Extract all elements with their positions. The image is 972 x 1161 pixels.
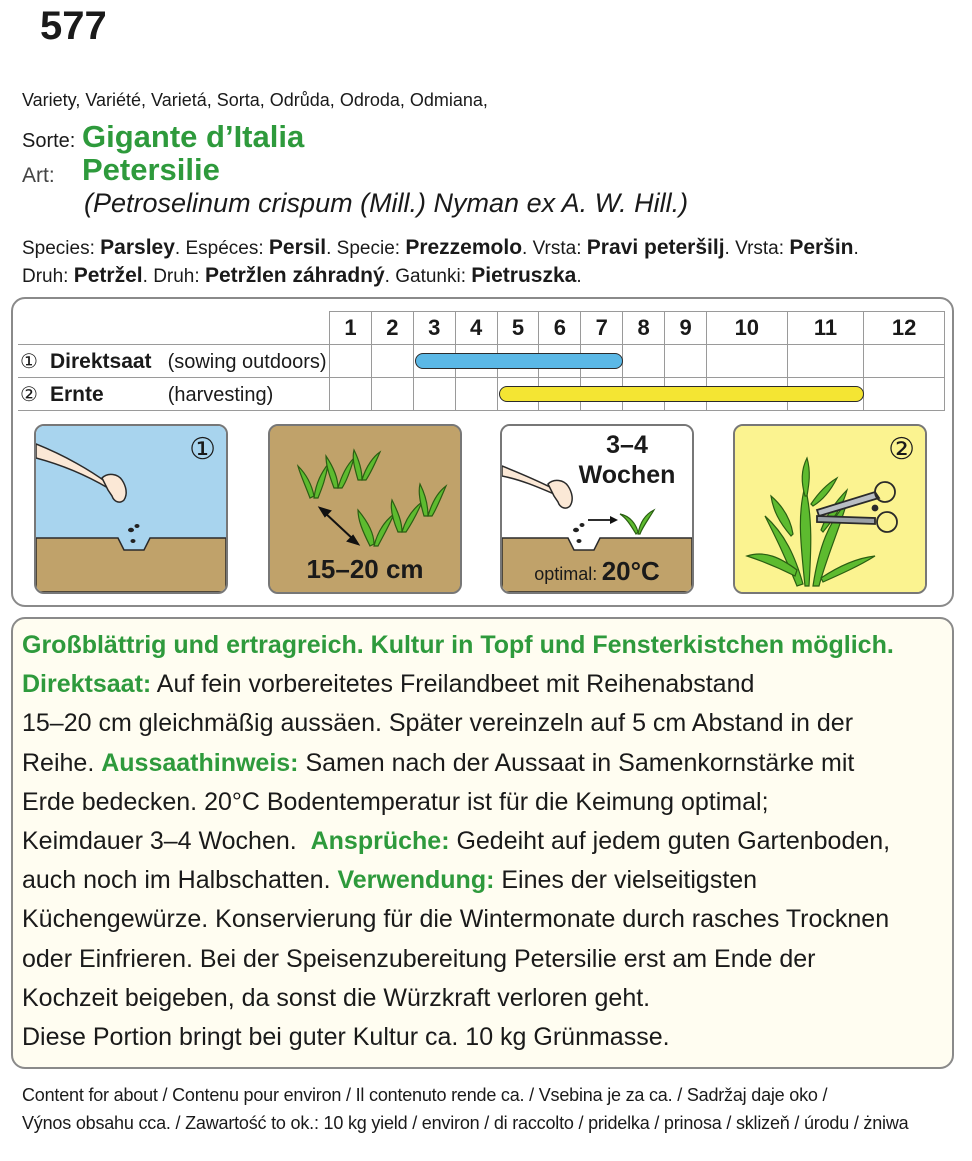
description-line: Gedeiht auf jedem guten Gartenboden,: [449, 827, 891, 856]
sowing-period-bar: [415, 353, 622, 369]
month-header: 10: [707, 312, 788, 345]
description-line: oder Einfrieren. Bei der Speisenzubereitung Petersilie erst am Ende der: [22, 944, 816, 973]
month-header: 9: [665, 312, 707, 345]
month-header: 7: [581, 312, 623, 345]
species-label: Vrsta:: [532, 238, 582, 259]
description-line: 15–20 cm gleichmäßig aussäen. Später vereinzeln auf 5 cm Abstand in der: [22, 709, 854, 738]
species-label: Vrsta:: [735, 238, 785, 259]
footer-line-1: Content for about / Contenu pour environ / Il contenuto rende ca. / Vsebina je za ca. / Sadržaj daje oko /: [22, 1085, 828, 1105]
section-label-direktsaat: Direktsaat:: [22, 670, 152, 699]
species-value: Petržlen záhradný: [204, 264, 385, 287]
illustration-germination: [500, 424, 694, 594]
temp-value: 20°C: [601, 556, 660, 586]
species-label: Gatunki:: [395, 266, 466, 287]
row-name: Ernte: [50, 382, 104, 406]
temperature-label: [502, 556, 692, 587]
month-header: 5: [497, 312, 539, 345]
month-header: 8: [623, 312, 665, 345]
description-line: Reihe.: [22, 748, 102, 777]
month-header: 1: [330, 312, 372, 345]
month-header: 11: [787, 312, 864, 345]
description-line: Küchengewürze. Konservierung für die Wintermonate durch rasches Trocknen: [22, 905, 890, 934]
species-label: Druh:: [22, 266, 69, 287]
species-label: Espéces:: [185, 238, 264, 259]
species-label: Druh:: [153, 266, 200, 287]
packet-number: 577: [40, 4, 107, 48]
description-line: Eines der vielseitigsten: [494, 866, 758, 895]
month-header: 4: [455, 312, 497, 345]
calendar-month-row: [18, 312, 945, 345]
description-text: [22, 626, 952, 1057]
section-label-verwendung: Verwendung:: [337, 866, 495, 895]
spacing-label: 15–20 cm: [306, 554, 424, 584]
step-marker-1: ①: [189, 433, 216, 466]
illustration-harvest: [733, 424, 927, 594]
species-label: Specie:: [336, 238, 401, 259]
art-label: Art:: [22, 164, 55, 187]
step-marker-2: ②: [888, 433, 915, 466]
sorte-value: Gigante d’Italia: [82, 119, 305, 154]
species-value: Peršin: [789, 236, 854, 259]
latin-name: (Petroselinum crispum (Mill.) Nyman ex A. W. Hill.): [84, 188, 689, 218]
species-value: Pravi peteršilj: [586, 236, 725, 259]
description-line: Samen nach der Aussaat in Samenkornstärke mit: [298, 748, 855, 777]
description-line: Auf fein vorbereitetes Freilandbeet mit Reihenabstand: [151, 670, 755, 699]
description-line: Keimdauer 3–4 Wochen.: [22, 827, 311, 856]
description-line: auch noch im Halbschatten.: [22, 866, 338, 895]
species-value: Persil: [268, 236, 327, 259]
species-value: Pietruszka: [471, 264, 577, 287]
row-label-sowing: [18, 345, 330, 378]
step-marker: ①: [20, 350, 38, 373]
species-list: Species: Parsley. Espéces: Persil. Specie: Prezzemolo. Vrsta: Pravi peteršilj. Vrsta: Peršin. Druh: Petržel. Druh: Petržlen záhradný. Gatunki: Pietruszka.: [22, 236, 859, 287]
species-value: Prezzemolo: [405, 236, 523, 259]
germination-weeks: [562, 430, 692, 490]
weeks-number: 3–4: [606, 431, 648, 459]
content-footer: [22, 1081, 962, 1137]
month-header: 2: [371, 312, 413, 345]
variety-line: Variety, Variété, Varietá, Sorta, Odrůda, Odroda, Odmiana,: [22, 90, 488, 110]
month-header: 6: [539, 312, 581, 345]
step-marker: ②: [20, 383, 38, 406]
section-label-aussaathinweis: Aussaathinweis:: [101, 748, 299, 777]
calendar-corner: [18, 312, 330, 345]
temp-prefix: optimal:: [534, 564, 598, 584]
row-name: Direktsaat: [50, 349, 152, 373]
row-desc: (sowing outdoors): [167, 350, 327, 373]
section-label-ansprueche: Ansprüche:: [310, 827, 450, 856]
weeks-unit: Wochen: [578, 461, 676, 489]
month-header: 12: [864, 312, 945, 345]
footer-line-2: Výnos obsahu cca. / Zawartość to ok.: 10 kg yield / environ / di raccolto / pridelka / prinosa / sklizeň / úrodu / żniwa: [22, 1113, 909, 1133]
intro-text: Großblättrig und ertragreich. Kultur in Topf und Fensterkistchen möglich.: [22, 631, 894, 659]
row-desc: (harvesting): [167, 383, 274, 406]
sorte-label: Sorte:: [22, 130, 76, 152]
species-label: Species:: [22, 238, 95, 259]
portion-text: Diese Portion bringt bei guter Kultur ca. 10 kg Grünmasse.: [22, 1023, 670, 1052]
description-line: Kochzeit beigeben, da sonst die Würzkraft verloren geht.: [22, 983, 651, 1012]
month-header: 3: [413, 312, 455, 345]
harvest-period-bar: [499, 386, 864, 402]
description-line: Erde bedecken. 20°C Bodentemperatur ist für die Keimung optimal;: [22, 787, 769, 816]
species-value: Parsley: [100, 236, 175, 259]
art-value: Petersilie: [82, 152, 220, 187]
illustration-spacing: [268, 424, 462, 594]
illustration-sowing: [34, 424, 228, 594]
species-value: Petržel: [73, 264, 143, 287]
row-label-harvest: [18, 378, 330, 411]
